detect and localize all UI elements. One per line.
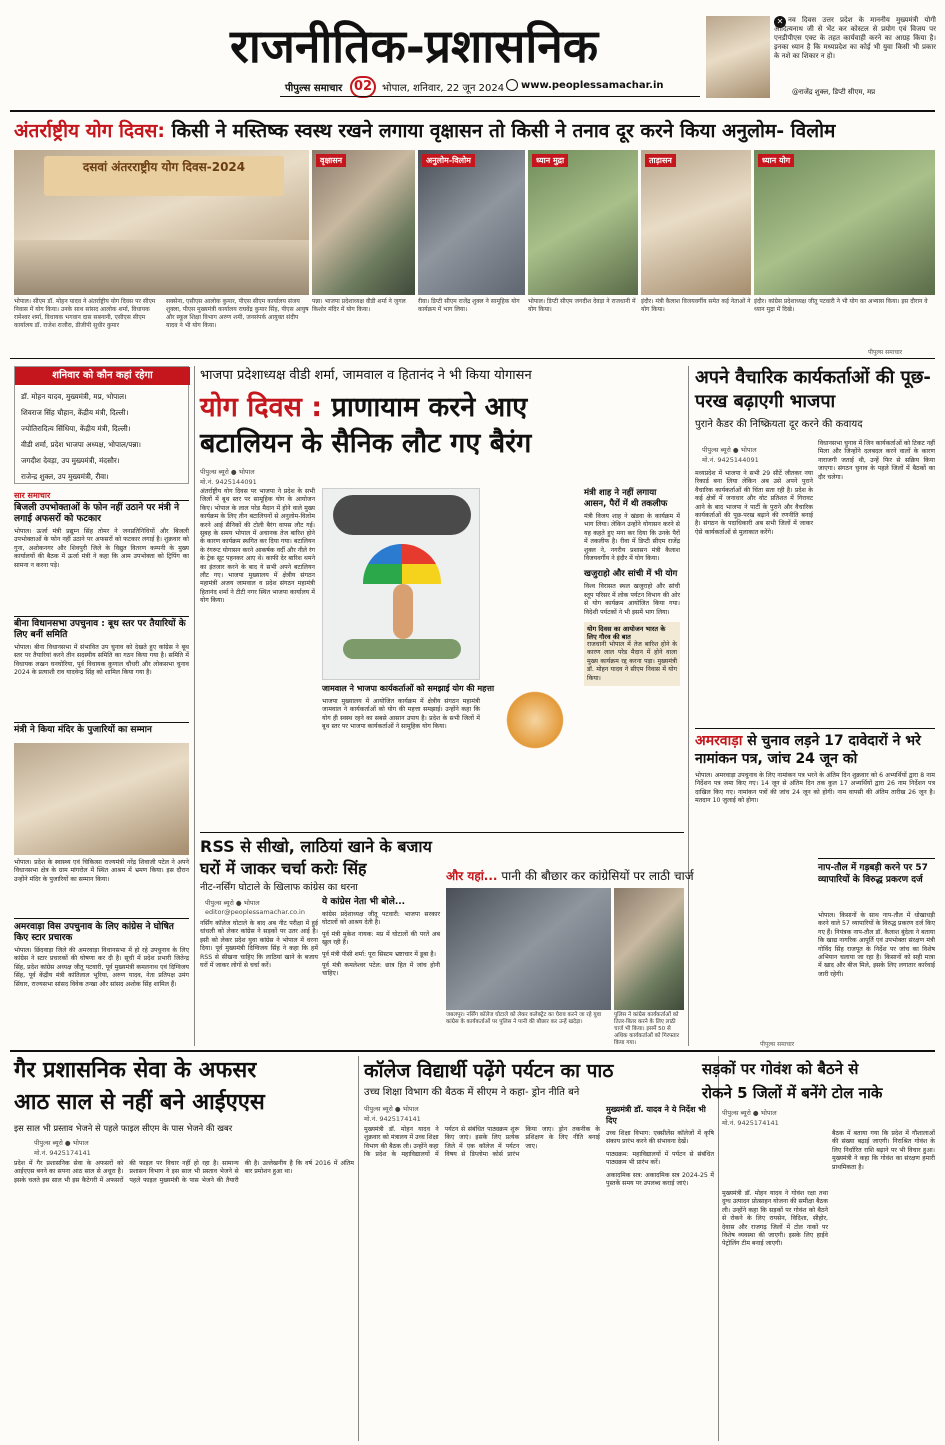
page-number: 02 bbox=[350, 76, 376, 98]
leader-item: डॉ. मोहन यादव, मुख्यमंत्री, मप्र, भोपाल। bbox=[21, 392, 127, 401]
amarwada-body: भोपाल। अमरवाड़ा उपचुनाव के लिए नामांकन पत्र भरने के अंतिम दिन शुक्रवार को 6 अभ्यर्थियों द्वारा 8 नाम निर्देशन पत्र जमा किए गए। 14 जून से अंतिम दिन तक कुल 17 अभ्यर्थियों द्वारा 26 नाम निर्देशन पत्र दाखिल किए गए। नामांकन पत्रों की जांच 24 जून को होगी। नाम वापसी की अंतिम तारीख 26 जून है। मतदान 10 जुलाई को होगा। bbox=[695, 772, 935, 805]
brief-3-head: मंत्री ने किया मंदिर के पुजारियों का सम्मान bbox=[14, 725, 152, 735]
yoga-headline bbox=[14, 116, 939, 146]
side-story bbox=[584, 488, 680, 828]
rss-quote: कांग्रेस प्रदेशाध्यक्ष जीतू पटवारी: भाजपा सरकार घोटालों को आश्रय देती है। bbox=[322, 911, 440, 927]
college-byline: पीपुल्स ब्यूरो ● भोपाल bbox=[364, 1105, 419, 1113]
cattle-byline: पीपुल्स ब्यूरो ● भोपाल bbox=[722, 1109, 777, 1117]
yoga-caption-7: इंदौर। कांग्रेस प्रदेशाध्यक्ष जीतू पटवारी ने भी योग का अभ्यास किया। इस दौरान वे ध्यान मुद्रा में दिखे। bbox=[754, 298, 928, 313]
leader-item: राजेन्द्र शुक्ल, उप मुख्यमंत्री, रीवा। bbox=[21, 472, 109, 481]
traders-body: भोपाल। किसानों के साथ नाप-तौल में धोखाधड़ी करने वाले 57 व्यापारियों के विरुद्ध प्रकरण दर्ज किए गए हैं। नियंत्रक नाप-तौल डॉ. कैलाश बुंदेला ने बताया कि खाद्य नागरिक आपूर्ति एवं उपभोक्ता संरक्षण मंत्री गोविंद सिंह राजपूत के निर्देश पर जांच का विशेष अभियान चलाया जा रहा है। किसानों को सही मात्रा में खाद और बीज मिले, इसके लिए लगातार कार्रवाई जारी रहेगी। bbox=[818, 912, 935, 978]
college-phone: मो.नं. 9425174141 bbox=[364, 1115, 421, 1123]
brief-1-body: भोपाल। ऊर्जा मंत्री प्रद्युम्न सिंह तोमर ने जनप्रतिनिधियों और बिजली उपभोक्ताओं के फोन नहीं उठाने पर अफसरों को फटकार लगाई है। शुक्रवार को गुना, अशोकनगर और शिवपुरी जिले के विद्युत वितरण कम्पनी के मुख्य कार्यालयों की बैठक में ऊर्जा मंत्री ने कहा कि आम उपभोक्ता को ट्रिपिंग का सामना न करना पड़े। bbox=[14, 528, 189, 569]
traders-headline: नाप-तौल में गड़बड़ी करने पर 57 व्यापारियों के विरुद्ध प्रकरण दर्ज bbox=[818, 863, 928, 885]
amarwada-head: से चुनाव लड़ने 17 दावेदारों ने भरे नामांकन पत्र, जांच 24 जून को bbox=[695, 733, 921, 767]
yoga-caption-5: भोपाल। डिप्टी सीएम जगदीश देवड़ा ने राजधानी में योग किया। bbox=[528, 298, 636, 313]
author-photo bbox=[706, 16, 770, 98]
cattle-story bbox=[702, 1056, 935, 1441]
rss-quote: पूर्व मंत्री मुकेश नायक: मप्र में घोटालों की परतें अब खुल रही हैं। bbox=[322, 930, 440, 947]
figure bbox=[393, 584, 413, 639]
tweet-box bbox=[706, 12, 938, 102]
leader-item: शिवराज सिंह चौहान, केंद्रीय मंत्री, दिल्ली। bbox=[21, 408, 129, 417]
leader-item: ज्योतिरादित्य सिंधिया, केंद्रीय मंत्री, दिल्ली। bbox=[21, 424, 131, 433]
side-body2: विश्व विरासत स्थल खजुराहो और सांची स्तूप परिसर में लोक पर्यटन विभाग की ओर से योग कार्यक्रम आयोजित किया गया। विदेशी पर्यटकों ने भी इसमें भाग लिया। bbox=[584, 583, 680, 616]
yoga-banner: दसवां अंतरराष्ट्रीय योग दिवस-2024 bbox=[44, 156, 284, 196]
college-point: पाठ्यक्रम: महाविद्यालयों में पर्यटन से संबंधित पाठ्यक्रम भी प्रारंभ करें। bbox=[606, 1150, 714, 1167]
section-title: राजनीतिक-प्रशासनिक bbox=[230, 19, 599, 73]
bjp-body2: विधानसभा चुनाव में जिन कार्यकर्ताओं को टिकट नहीं मिला और जिन्होंने दलबदल करने वालों के कारण नाराजगी जताई थी, उन्हें फिर से सक्रिय किया जाएगा। संगठन चुनाव के पहले जिलों में बैठकों का दौर चलेगा। bbox=[818, 440, 935, 481]
yoga-caption-2: सक्सेना, एसीएस आलोक कुमार, पीएस सीएम कार्यालय संजय शुक्ला, पीएस मुख्यमंत्री कार्यालय राघवेंद्र कुमार सिंह, पीएस आयुष और स्कूल शिक्षा विभाग अरुण शमी, जनसंपर्क आयुक्त संदीप यादव ने भी योग किया। bbox=[166, 298, 309, 329]
brief-3 bbox=[14, 725, 189, 915]
brief-3-body: भोपाल। प्रदेश के स्वास्थ्य एवं चिकित्सा राज्यमंत्री नरेंद्र शिवाजी पटेल ने अपने विधानसभा क्षेत्र के ग्राम मांगरोल में स्थित आश्रम में भ्रमण किया। इस दौरान उन्होंने मंदिर के पुजारियों का सम्मान किया। bbox=[14, 859, 189, 883]
globe-icon bbox=[506, 79, 518, 91]
college-point: अकादमिक सत्र: अकादमिक सत्र 2024-25 में पुस्तकें समय पर उपलब्ध कराई जाएं। bbox=[606, 1171, 714, 1188]
college-story bbox=[364, 1056, 714, 1441]
cloud-icon bbox=[333, 495, 471, 535]
college-head: कॉलेज विद्यार्थी पढ़ेंगे पर्यटन का पाठ bbox=[364, 1060, 614, 1082]
briefs-label: सार समाचार bbox=[14, 491, 51, 500]
protest-caption-2: पुलिस ने कांग्रेस कार्यकर्ताओं को तितर-बितर करने के लिए लाठी चार्ज भी किया। इसमें 50 से अधिक कार्यकर्ताओं को गिरफ्तार किया गया। bbox=[614, 1012, 680, 1046]
ias-story bbox=[14, 1056, 354, 1441]
bjp-deck: पुराने कैडर की निष्क्रियता दूर करने की कवायद bbox=[695, 419, 863, 430]
brief-2-body: भोपाल। बीना विधानसभा में संभावित उप चुनाव को देखते हुए कांग्रेस ने बूथ स्तर पर तैयारियां करने तीन सदस्यीय समिति का गठन किया गया है। समिति में विधायक लखन घनघोरिया, पूर्व विधायक कुणाल चौधरी और लोकसभा चुनाव 2024 के प्रत्याशी राव यादवेन्द्र सिंह को शामिल किया गया है। bbox=[14, 644, 189, 677]
yoga-caption-3: पन्ना। भाजपा प्रदेशाध्यक्ष वीडी शर्मा ने जुगल किशोर मंदिर में योग किया। bbox=[312, 298, 406, 313]
brief-1-head: बिजली उपभोक्ताओं के फोन नहीं उठाने पर मंत्री ने लगाई अफसरों को फटकार bbox=[14, 503, 180, 524]
cattle-head-2: रोकने 5 जिलों में बनेंगे टोल नाके bbox=[702, 1084, 883, 1102]
paper-name: पीपुल्स समाचार bbox=[285, 83, 343, 94]
yoga-caption-4: रीवा। डिप्टी सीएम राजेंद्र शुक्ल ने सामूहिक योग कार्यक्रम में भाग लिया। bbox=[418, 298, 520, 313]
college-point: उच्च शिक्षा विभाग: एक्सीलेंस कॉलेजों में कृषि संकाय प्रारंभ करने की संभावना देखें। bbox=[606, 1130, 714, 1146]
side-box-head: योग दिवस का आयोजन भारत के लिए गौरव की बात bbox=[587, 625, 666, 642]
protest-photo-1 bbox=[446, 888, 611, 1010]
ias-phone: मो.नं. 9425174141 bbox=[34, 1149, 91, 1157]
college-deck: उच्च शिक्षा विभाग की बैठक में सीएम ने कहा- ड्रोन नीति बने bbox=[364, 1087, 580, 1098]
ias-head-1: गैर प्रशासनिक सेवा के अफसर bbox=[14, 1058, 257, 1083]
yoga-photo-devda: ध्यान मुद्रा bbox=[528, 150, 638, 295]
rss-quote: पूर्व मंत्री कमलेश्वर पटेल: छात्र हित में जांच होनी चाहिए। bbox=[322, 962, 440, 978]
side-head: मंत्री शाह ने नहीं लगाया आसन, पैरों में थी तकलीफ bbox=[584, 488, 668, 509]
cartoon bbox=[322, 488, 480, 680]
main-photo-caption: जामवाल ने भाजपा कार्यकर्ताओं को समझाई योग की महत्ता bbox=[322, 684, 495, 693]
protest-photo-2 bbox=[614, 888, 684, 1010]
leader-item: जगदीश देवड़ा, उप मुख्यमंत्री, मंदसौर। bbox=[21, 456, 120, 465]
ias-head-2: आठ साल से नहीं बने आईएएस bbox=[14, 1090, 265, 1115]
main-head-red: योग दिवस : bbox=[200, 392, 323, 423]
yoga-photo-vijayvargiya: ताड़ासन bbox=[641, 150, 751, 295]
main-byline: पीपुल्स ब्यूरो ● भोपाल bbox=[200, 468, 255, 476]
yoga-photo-rajendra-shukla: अनुलोम-विलोम bbox=[418, 150, 525, 295]
main-body2: भाजपा मुख्यालय में आयोजित कार्यक्रम में क्षेत्रीय संगठन महामंत्री जामवाल ने कार्यकर्ताओं को योग की महत्ता समझाई। उन्होंने कहा कि योग ही स्वस्थ रहने का सबसे आसान उपाय है। प्रदेश के सभी जिलों में बूथ स्तर पर भाजपा कार्यकर्ताओं ने सामूहिक योग किया। bbox=[322, 698, 480, 731]
bjp-phone: मो.नं. 9425144091 bbox=[702, 456, 759, 464]
cattle-head-1: सड़कों पर गोवंश को बैठने से bbox=[702, 1060, 859, 1078]
dateline: भोपाल, शनिवार, 22 जून 2024 bbox=[382, 83, 505, 94]
brief-4 bbox=[14, 922, 189, 1052]
main-headline bbox=[200, 390, 680, 462]
rss-quote: पूर्व मंत्री पीसी शर्मा: पूरा सिस्टम भ्रष्टाचार में डूबा है। bbox=[322, 950, 436, 958]
rss-byline: पीपुल्स ब्यूरो ● भोपाल bbox=[205, 899, 260, 907]
website[interactable]: www.peoplessamachar.in bbox=[521, 80, 664, 91]
yoga-photo-cm bbox=[14, 150, 309, 295]
rss-email[interactable]: editor@peoplessamachar.co.in bbox=[205, 908, 305, 916]
ias-body: प्रदेश में गैर प्रशासनिक सेवा के अफसरों को आईएएस बनने का सपना आठ साल से अधूरा है। इसके चलते इस साल भी इस कैटेगरी में अफसरों की फाइल पर विचार नहीं हो रहा है। सामान्य प्रशासन विभाग ने इस साल भी प्रस्ताव भेजने से पहले फाइल मुख्यमंत्री के पास भेजने की तैयारी की है। उल्लेखनीय है कि वर्ष 2016 में अंतिम बार प्रमोशन हुआ था। bbox=[14, 1160, 354, 1184]
side-body: मंत्री विजय शाह ने खंडवा के कार्यक्रम में भाग लिया। लेकिन उन्होंने योगासन करने से यह कहते हुए मना कर दिया कि उनके पैरों में तकलीफ है। रीवा में डिप्टी सीएम राजेंद्र शुक्ल ने, नगरीय प्रशासन मंत्री कैलाश विजयवर्गीय ने इंदौर में योग किया। bbox=[584, 513, 680, 563]
yoga-caption-1: भोपाल। सीएम डॉ. मोहन यादव ने अंतर्राष्ट्रीय योग दिवस पर सीएम निवास में योग किया। उनके साथ सांसद आलोक शर्मा, विधायक रामेश्वर शर्मा, विधायक भगवान दास सबनानी, एसीएस सीएम कार्यालय डॉ. राजेश राजौरा, डीजीपी सुधीर कुमार bbox=[14, 298, 156, 329]
amarwada-headline bbox=[695, 732, 935, 768]
college-side-head: मुख्यमंत्री डॉ. यादव ने ये निर्देश भी दिए bbox=[606, 1105, 706, 1125]
main-kicker: भाजपा प्रदेशाध्यक्ष वीडी शर्मा, जामवाल व हितानंद ने भी किया योगासन bbox=[200, 368, 532, 383]
brief-4-body: भोपाल। छिंदवाड़ा जिले की अमरवाड़ा विधानसभा में हो रहे उपचुनाव के लिए कांग्रेस ने स्टार प्रचारकों की घोषणा कर दी है। सूची में प्रदेश प्रभारी जितेन्द्र सिंह, प्रदेश कांग्रेस अध्यक्ष जीतू पटवारी, पूर्व मुख्यमंत्री कमलनाथ एवं दिग्विजय सिंह, पूर्व केंद्रीय मंत्री कांतिलाल भूरिया, अरुण यादव, नेता प्रतिपक्ष उमंग सिंघार, राज्यसभा सांसद विवेक तन्खा और सांसद अशोक सिंह शामिल हैं। bbox=[14, 947, 189, 988]
brief-2 bbox=[14, 619, 189, 719]
amarwada-head-red: अमरवाड़ा bbox=[695, 733, 743, 749]
side-head2: खजुराहो और सांची में भी योग bbox=[584, 569, 678, 580]
cattle-body: मुख्यमंत्री डॉ. मोहन यादव ने गोवंश रक्षा तथा दुग्ध उत्पादन प्रोत्साहन योजना की समीक्षा बैठक ली। उन्होंने कहा कि सड़कों पर गोवंश को बैठने से रोकने के लिए रायसेन, विदिशा, सीहोर, देवास और राजगढ़ जिलों में टोल नाकों पर विशेष व्यवस्था की जाएगी। इसके लिए हाईवे पेट्रोलिंग टीम बनाई जाएगी। bbox=[722, 1190, 828, 1248]
main-head-2: बटालियन के सैनिक लौट गए बैरंग bbox=[200, 428, 532, 459]
rss-box-title: ये कांग्रेस नेता भी बोले... bbox=[322, 897, 406, 907]
bjp-byline: पीपुल्स ब्यूरो ● भोपाल bbox=[702, 446, 757, 454]
umbrella-icon bbox=[363, 544, 441, 584]
rss-headline: RSS से सीखो, लाठियां खाने के बजाय घरों में जाकर चर्चा करोः सिंह bbox=[200, 837, 432, 878]
bjp-headline: अपने वैचारिक कार्यकर्ताओं की पूछ-परख बढ़ाएगी भाजपा bbox=[695, 367, 931, 412]
main-phone: मो.नं. 9425144091 bbox=[200, 478, 257, 486]
photo-credit: पीपुल्स समाचार bbox=[868, 349, 903, 356]
protest-credit: पीपुल्स समाचार bbox=[760, 1041, 795, 1048]
x-icon: ✕ bbox=[774, 16, 786, 28]
brief-2-head: बीना विधानसभा उपचुनाव : बूथ स्तर पर तैयारियों के लिए बनीं समिति bbox=[14, 619, 186, 640]
rss-deck: नीट-नर्सिंग घोटाले के खिलाफ कांग्रेस का धरना bbox=[200, 882, 358, 893]
leaders-box bbox=[14, 366, 189, 484]
leaders-list bbox=[21, 389, 186, 485]
main-head-1: प्राणायाम करने आए bbox=[331, 392, 528, 423]
tweet-text: नव दिवस उत्तर प्रदेश के माननीय मुख्यमंत्री योगी आदित्यनाथ जी से भेंट कर कोस्टल से प्रयोग एवं विजय पर एनडीपीएस एक्ट के तहत कार्यवाही करने का आग्रह किया है। इनका ध्यान है कि मध्यप्रदेश का कोई भी युवा किसी भी प्रकार के नशे का शिकार न हो। bbox=[774, 16, 936, 60]
yoga-kicker: अंतर्राष्ट्रीय योग दिवस: bbox=[14, 120, 165, 142]
yoga-logo bbox=[500, 690, 570, 750]
yoga-photo-vd-sharma: वृक्षासन bbox=[312, 150, 415, 295]
ias-deck: इस साल भी प्रस्ताव भेजने से पहले फाइल सीएम के पास भेजने की खबर bbox=[14, 1123, 233, 1133]
ias-byline: पीपुल्स ब्यूरो ● भोपाल bbox=[34, 1139, 89, 1147]
yoga-caption-6: इंदौर। मंत्री कैलाश विजयवर्गीय समेत कई नेताओं ने योग किया। bbox=[641, 298, 751, 313]
side-box-body: राजधानी भोपाल में तेज बारिश होने के कारण लाल परेड मैदान में होने वाला मुख्य कार्यक्रम रद्द करना पड़ा। मुख्यमंत्री डॉ. मोहन यादव ने सीएम निवास में योग किया। bbox=[587, 641, 677, 682]
yoga-headline-text: किसी ने मस्तिष्क स्वस्थ रखने लगाया वृक्षासन तो किसी ने तनाव दूर करने किया अनुलोम- विलोम bbox=[171, 120, 836, 142]
brief-4-head: अमरवाड़ा विस उपचुनाव के लिए कांग्रेस ने घोषित किए स्टार प्रचारक bbox=[14, 922, 174, 943]
protest-head: पानी की बौछार कर कांग्रेसियों पर लाठी चार्ज bbox=[501, 869, 694, 883]
bjp-body: मध्यप्रदेश में भाजपा ने सभी 29 सीटें जीतकर नया रिकार्ड बना लिया लेकिन अब उसे अपने पुराने वैचारिक कार्यकर्ताओं की चिंता सता रही है। प्रदेश के कई क्षेत्रों में जनाधार और वोट प्रतिशत में गिरावट आने के बाद भाजपा ने पार्टी के पुराने और वैचारिक कार्यकर्ताओं की पूछ-परख बढ़ाने की रणनीति बनाई है। संगठन के पदाधिकारी अब सभी जिलों में जाकर ऐसे कार्यकर्ताओं से मुलाकात करेंगे। bbox=[695, 470, 813, 536]
cattle-body2: बैठक में बताया गया कि प्रदेश में गौशालाओं की संख्या बढ़ाई जाएगी। निराश्रित गोवंश के लिए निर्धारित राशि बढ़ाने पर भी विचार हुआ। मुख्यमंत्री ने कहा कि गोवंश का संरक्षण हमारी प्राथमिकता है। bbox=[832, 1130, 935, 1171]
leader-item: वीडी शर्मा, प्रदेश भाजपा अध्यक्ष, भोपाल/पन्ना। bbox=[21, 440, 142, 449]
rss-body: नर्सिंग कॉलेज घोटाले के बाद अब नीट परीक्षा में हुई धांधली को लेकर कांग्रेस ने सड़कों पर उतर आई है। इसी को लेकर प्रदेश युवा कांग्रेस ने भोपाल में धरना दिया। पूर्व मुख्यमंत्री दिग्विजय सिंह ने कहा कि हमें RSS से सीखना चाहिए कि लाठियां खाने के बजाय घरों में जाकर लोगों से चर्चा करें। bbox=[200, 920, 318, 970]
masthead bbox=[0, 0, 945, 108]
college-directives bbox=[606, 1104, 714, 1434]
tweet-author: @राजेंद्र शुक्ल, डिप्टी सीएम, मप्र bbox=[792, 88, 876, 96]
protest-caption-1: जबलपुर। नर्सिंग कॉलेज घोटाले को लेकर कलेक्ट्रेट का घेराव करने जा रहे युवा कांग्रेस के कार्यकर्ताओं पर पुलिस ने पानी की बौछार कर उन्हें खदेड़ा। bbox=[446, 1012, 602, 1025]
college-body: मुख्यमंत्री डॉ. मोहन यादव ने शुक्रवार को मंत्रालय में उच्च शिक्षा विभाग की बैठक ली। उन्होंने कहा कि प्रदेश के महाविद्यालयों में पर्यटन से संबंधित पाठ्यक्रम शुरू किए जाएं। इसके लिए प्रत्येक जिले में एक कॉलेज में पर्यटन विषय से डिप्लोमा कोर्स प्रारंभ किया जाए। ड्रोन तकनीक के प्रशिक्षण के लिए नीति बनाई जाए। bbox=[364, 1126, 600, 1159]
leaders-title: शनिवार को कौन कहां रहेगा bbox=[15, 367, 190, 385]
rss-quote-box bbox=[322, 896, 440, 1046]
side-box bbox=[584, 622, 680, 686]
protest-headline bbox=[446, 868, 694, 884]
brief-3-photo bbox=[14, 743, 189, 855]
protest-kicker: और यहां... bbox=[446, 869, 498, 883]
brief-1 bbox=[14, 503, 189, 613]
yoga-photo-patwari: ध्यान योग bbox=[754, 150, 935, 295]
cattle-phone: मो.नं. 9425174141 bbox=[722, 1119, 779, 1127]
main-body: अंतर्राष्ट्रीय योग दिवस पर भाजपा ने प्रदेश के सभी जिलों में बूथ स्तर पर सामूहिक योग के आयोजन किए। भोपाल के लाल परेड मैदान में होने वाले मुख्य कार्यक्रम के लिए तीन बटालियनों से अनुलोम-विलोम करने आई सैनिकों की टोली बैरंग वापस लौट गई। सुबह के समय भोपाल में अचानक तेज बारिश होने के कारण कार्यक्रम स्थगित कर दिया गया। बटालियन के रंगरूट योगासन करने आकर्षक वर्दी और नीले रंग के ट्रेक सूट पहनकर आए थे। काफी देर बारिश थमने का इंतजार करने के बाद ये सभी अपने बटालियन लौट गए। भाजपा मुख्यालय में क्षेत्रीय संगठन महामंत्री अजय जामवाल व प्रदेश संगठन महामंत्री हितानंद शर्मा ने टीटी नगर स्थित भाजपा कार्यालय में योग किया। bbox=[200, 488, 315, 605]
